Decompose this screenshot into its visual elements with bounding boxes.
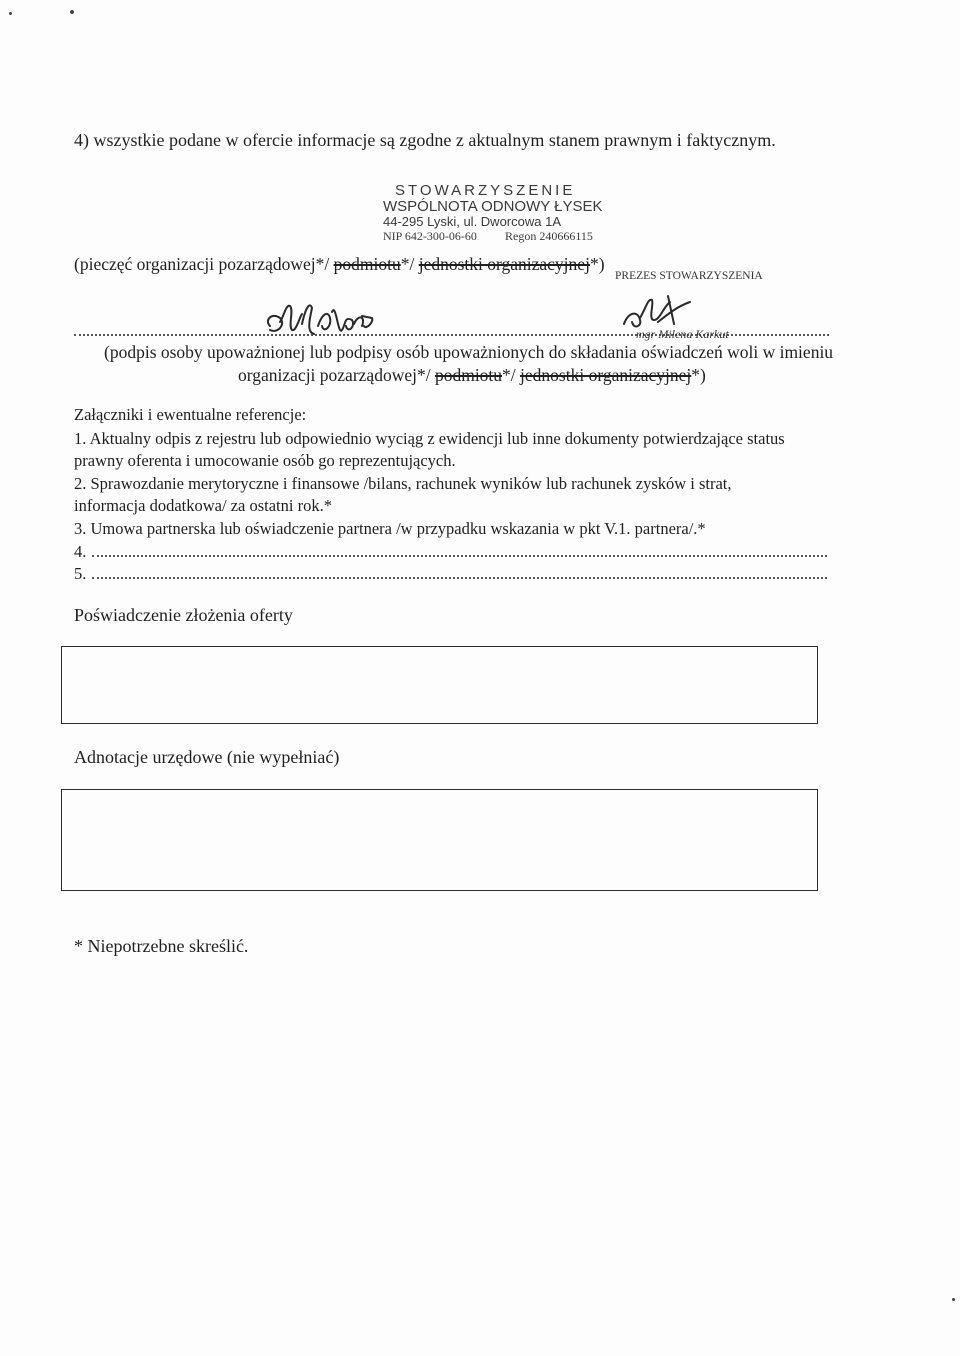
footnote: * Niepotrzebne skreślić.: [74, 936, 249, 956]
signature-caption-line2: [238, 364, 706, 386]
seal-caption-prefix: (pieczęć organizacji pozarządowej*/: [74, 254, 334, 274]
official-annotations-box: [61, 789, 818, 891]
signature-caption-struck-unit: jednostki organizacyjnej: [520, 365, 692, 385]
handwritten-signature-left-icon: [262, 296, 380, 346]
scan-speck: [9, 12, 12, 15]
submission-label: Poświadczenie złożenia oferty: [74, 605, 293, 625]
seal-caption: [74, 253, 605, 275]
attachment-item-1-line1: 1. Aktualny odpis z rejestru lub odpowiednio wyciąg z ewidencji lub inne dokumenty potwierdzające status: [74, 429, 785, 448]
attachment-item-2-line1: 2. Sprawozdanie merytoryczne i finansowe /bilans, rachunek wyników lub rachunek zysków i strat,: [74, 474, 732, 493]
signature-caption-line1: (podpis osoby upoważnionej lub podpisy osób upoważnionych do składania oświadczeń woli w imieniu: [104, 342, 834, 362]
stamp-line-name: STOWARZYSZENIE: [395, 182, 576, 199]
statement-item-4: 4) wszystkie podane w ofercie informacje są zgodne z aktualnym stanem prawnym i faktycznym.: [74, 130, 776, 150]
attachment-item-1-line2: prawny oferenta i umocowanie osób go reprezentujących.: [74, 451, 456, 470]
attachment-item-4-dotted-line: [92, 543, 827, 557]
attachment-item-3: 3. Umowa partnerska lub oświadczenie partnera /w przypadku wskazania w pkt V.1. partnera/.*: [74, 519, 706, 538]
stamp-line-regon: Regon 240666115: [505, 229, 593, 243]
stamp-president-title: PREZES STOWARZYSZENIA: [615, 270, 763, 282]
attachment-item-2-line2: informacja dodatkowa/ za ostatni rok.*: [74, 496, 332, 515]
official-annotations-label: Adnotacje urzędowe (nie wypełniać): [74, 747, 340, 767]
seal-caption-mid: */: [400, 254, 419, 274]
scan-speck: [70, 10, 74, 14]
signature-caption-prefix: organizacji pozarządowej*/: [238, 365, 435, 385]
stamp-line-address: 44-295 Lyski, ul. Dworcowa 1A: [383, 214, 561, 229]
attachment-item-5-dotted-line: [92, 565, 827, 579]
seal-caption-struck-unit: jednostki organizacyjnej: [418, 254, 590, 274]
submission-box: [61, 646, 818, 724]
scan-speck: [952, 1298, 955, 1301]
signature-caption-struck-entity: podmiotu: [434, 365, 503, 385]
seal-caption-struck-entity: podmiotu: [333, 254, 401, 274]
stamp-person-name: mgr Milena Karkut: [636, 327, 729, 341]
seal-caption-suffix: *): [589, 254, 605, 274]
signature-caption-suffix: *): [691, 365, 706, 385]
signature-caption-mid: */: [502, 365, 521, 385]
attachment-item-5-number: 5.: [74, 564, 87, 583]
attachment-item-4-number: 4.: [74, 542, 87, 561]
attachments-heading: Załączniki i ewentualne referencje:: [74, 405, 307, 424]
stamp-line-nip: NIP 642-300-06-60: [383, 229, 477, 243]
stamp-line-org: WSPÓLNOTA ODNOWY ŁYSEK: [383, 198, 603, 215]
